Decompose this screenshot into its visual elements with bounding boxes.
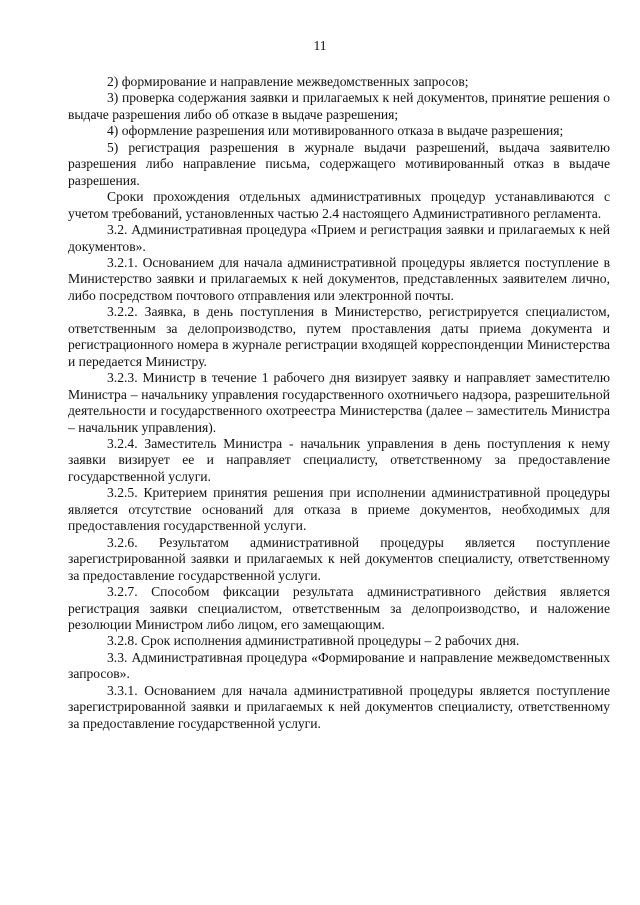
paragraph-3-2-5: 3.2.5. Критерием принятия решения при исполнении административной процедуры является отсутствие оснований для отказа в приеме документов, необходимых для предоставления государственной услуги.: [68, 485, 610, 534]
paragraph-deadlines: Сроки прохождения отдельных административных процедур устанавливаются с учетом требований, установленных частью 2.4 настоящего Административного регламента.: [68, 189, 610, 221]
paragraph-list-item-4: 4) оформление разрешения или мотивированного отказа в выдаче разрешения;: [107, 123, 564, 139]
paragraph-3-3: 3.3. Административная процедура «Формирование и направление межведомственных запросов».: [68, 649, 610, 682]
paragraph-list-item-2: 2) формирование и направление межведомственных запросов;: [107, 74, 469, 89]
paragraph-list-item-3: 3) проверка содержания заявки и прилагаемых к ней документов, принятие решения о выдаче разрешения либо об отказе в выдаче разрешения;: [68, 90, 610, 122]
paragraph-3-2-1: 3.2.1. Основанием для начала административной процедуры является поступление в Министерство заявки и прилагаемых к ней документов, представленных заявителем лично, либо посредством почтового отправления или электронной почты.: [68, 254, 610, 303]
paragraph-3-2-8: 3.2.8. Срок исполнения административной процедуры – 2 рабочих дня.: [107, 633, 520, 649]
paragraph-3-2-4: 3.2.4. Заместитель Министра - начальник управления в день поступления к нему заявки визирует ее и направляет специалисту, ответственному за предоставление государственной услуги.: [68, 435, 610, 484]
page-number: 11: [313, 38, 327, 53]
paragraph-3-3-1: 3.3.1. Основанием для начала административной процедуры является поступление зарегистрированной заявки и прилагаемых к ней документов специалисту, ответственному за предоставление государственной услуги.: [68, 682, 610, 731]
paragraph-3-2-2: 3.2.2. Заявка, в день поступления в Министерство, регистрируется специалистом, ответственным за делопроизводство, путем проставления даты приема документа и регистрационного номера в журнале регистрации входящей корреспонденции Министерства и передается Министру.: [68, 304, 610, 369]
paragraph-3-2-7: 3.2.7. Способом фиксации результата административного действия является регистрация заявки специалистом, ответственным за делопроизводство, и наложение резолюции Министром либо лицом, его замещающим.: [68, 584, 610, 632]
paragraph-list-item-5: 5) регистрация разрешения в журнале выдачи разрешений, выдача заявителю разрешения либо направление письма, содержащего мотивированный отказ в выдаче разрешения.: [68, 139, 610, 188]
paragraph-3-2-3: 3.2.3. Министр в течение 1 рабочего дня визирует заявку и направляет заместителю Министра – начальнику управления государственного охотничьего надзора, разрешительной деятельности и государственного охотреестра Министерства (далее – заместитель Министра – начальник управления).: [68, 370, 610, 435]
document-body: [68, 74, 610, 732]
paragraph-3-2-6: 3.2.6. Результатом административной процедуры является поступление зарегистрированной заявки и прилагаемых к ней документов специалисту, ответственному за предоставление государственной услуги.: [68, 534, 610, 583]
paragraph-3-2: 3.2. Административная процедура «Прием и регистрация заявки и прилагаемых к ней документов».: [68, 222, 610, 254]
